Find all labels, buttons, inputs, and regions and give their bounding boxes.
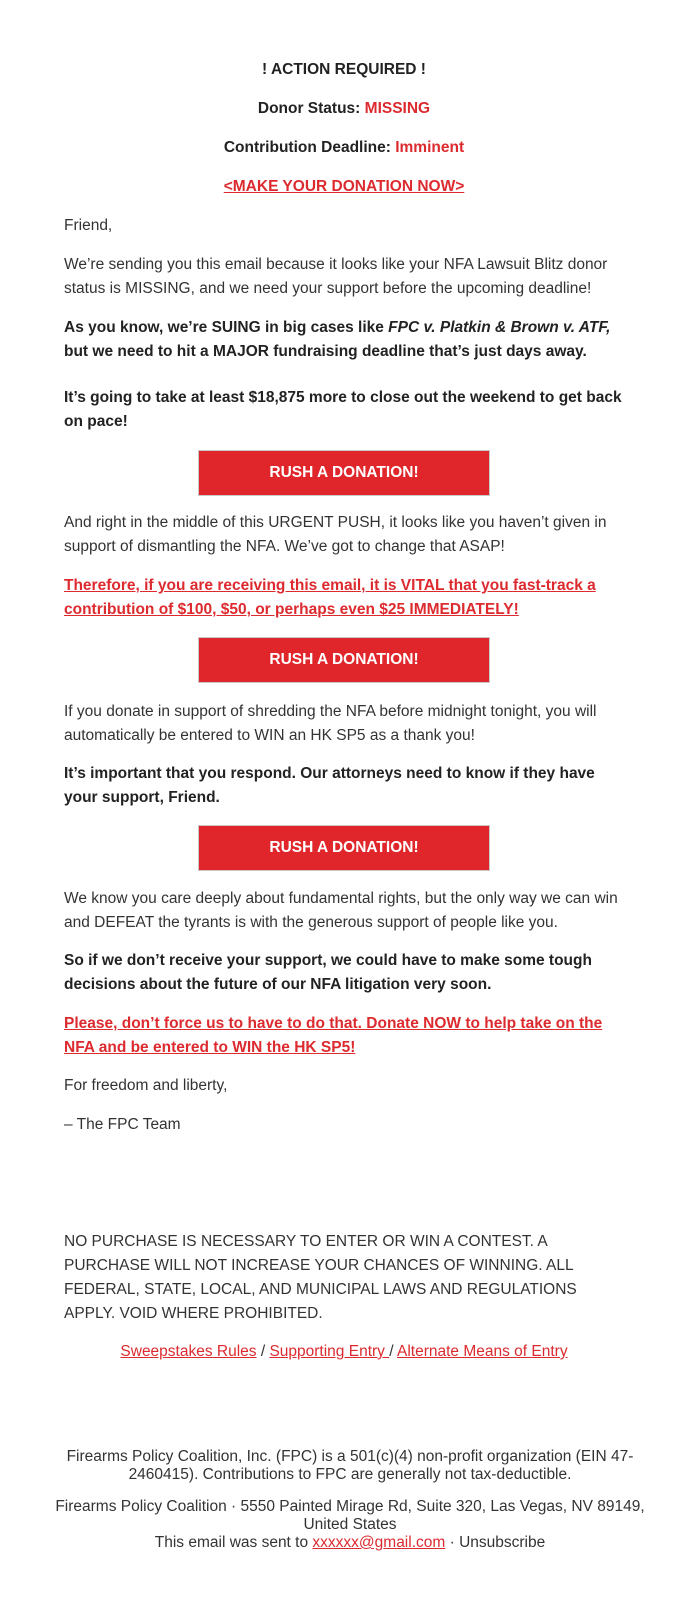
sent-to-line bbox=[40, 1534, 660, 1552]
sweepstakes-links bbox=[64, 1340, 624, 1364]
org-address: Firearms Policy Coalition · 5550 Painted Mirage Rd, Suite 320, Las Vegas, NV 89149, United States bbox=[55, 1498, 645, 1533]
paragraph-respond: It’s important that you respond. Our attorneys need to know if they have your support, Friend. bbox=[64, 765, 595, 806]
unsubscribe-link[interactable]: Unsubscribe bbox=[459, 1534, 546, 1551]
signoff: For freedom and liberty, bbox=[64, 1077, 228, 1094]
case-names: FPC v. Platkin & Brown v. ATF, bbox=[388, 319, 611, 336]
paragraph-suing bbox=[64, 316, 624, 364]
paragraph-urgent-push: And right in the middle of this URGENT PUSH, it looks like you haven’t given in support of dismantling the NFA. We’ve got to change that ASAP! bbox=[64, 514, 607, 555]
paragraph-suing-start: As you know, we’re SUING in big cases like bbox=[64, 319, 389, 336]
donor-status-label: Donor Status: bbox=[257, 100, 361, 117]
paragraph-suing-end: but we need to hit a MAJOR fundraising deadline that’s just days away. bbox=[64, 343, 587, 360]
deadline-label: Contribution Deadline: bbox=[223, 139, 391, 156]
paragraph-missing-status: We’re sending you this email because it looks like your NFA Lawsuit Blitz donor status is MISSING, and we need your support before the upcoming deadline! bbox=[64, 256, 608, 297]
donate-link-line bbox=[64, 177, 624, 197]
sent-to-prefix: This email was sent to bbox=[154, 1534, 313, 1551]
sweepstakes-disclaimer: NO PURCHASE IS NECESSARY TO ENTER OR WIN A CONTEST. A PURCHASE WILL NOT INCREASE YOUR CHANCES OF WINNING. ALL FEDERAL, STATE, LOCAL, AND MUNICIPAL LAWS AND REGULATIONS APPLY. VOID WHERE PROHIBITED. bbox=[64, 1233, 577, 1322]
sent-to-separator: · bbox=[445, 1534, 460, 1551]
action-required-heading: ! ACTION REQUIRED ! bbox=[262, 61, 426, 78]
org-info: Firearms Policy Coalition, Inc. (FPC) is a 501(c)(4) non-profit organization (EIN 47-2460415). Contributions to FPC are generally not tax-deductible. bbox=[66, 1448, 634, 1483]
greeting: Friend, bbox=[64, 217, 113, 234]
link-separator: / bbox=[389, 1343, 397, 1360]
paragraph-fundamental-rights: We know you care deeply about fundamental rights, but the only way we can win and DEFEAT the tyrants is with the generous support of people like you. bbox=[64, 890, 618, 931]
vital-contribution-link[interactable]: Therefore, if you are receiving this email, it is VITAL that you fast-track a contribution of $100, $50, or perhaps even $25 IMMEDIATELY! bbox=[64, 577, 596, 618]
deadline-value: Imminent bbox=[395, 139, 465, 156]
donor-status-value: MISSING bbox=[364, 100, 431, 117]
link-separator: / bbox=[256, 1343, 270, 1360]
rush-donation-button-2[interactable]: RUSH A DONATION! bbox=[198, 637, 490, 683]
paragraph-goal: It’s going to take at least $18,875 more to close out the weekend to get back on pace! bbox=[64, 389, 622, 430]
rush-donation-button-1[interactable]: RUSH A DONATION! bbox=[198, 450, 490, 496]
deadline-line bbox=[64, 138, 624, 158]
alternate-entry-link[interactable]: Alternate Means of Entry bbox=[396, 1343, 568, 1360]
supporting-entry-link[interactable]: Supporting Entry bbox=[269, 1343, 390, 1360]
paragraph-donate-now bbox=[64, 1012, 624, 1060]
make-donation-link[interactable]: <MAKE YOUR DONATION NOW> bbox=[223, 178, 465, 195]
sweepstakes-rules-link[interactable]: Sweepstakes Rules bbox=[120, 1343, 257, 1360]
rush-donation-button-3[interactable]: RUSH A DONATION! bbox=[198, 825, 490, 871]
paragraph-vital bbox=[64, 574, 624, 622]
donor-status-line bbox=[64, 99, 624, 119]
paragraph-win-hk: If you donate in support of shredding the NFA before midnight tonight, you will automatically be entered to WIN an HK SP5 as a thank you! bbox=[64, 703, 597, 744]
donate-now-link[interactable]: Please, don’t force us to have to do that. Donate NOW to help take on the NFA and be entered to WIN the HK SP5! bbox=[64, 1015, 603, 1056]
paragraph-tough-decisions: So if we don’t receive your support, we could have to make some tough decisions about the future of our NFA litigation very soon. bbox=[64, 952, 592, 993]
recipient-email-link[interactable]: xxxxxx@gmail.com bbox=[312, 1534, 446, 1551]
signature: – The FPC Team bbox=[64, 1116, 181, 1133]
